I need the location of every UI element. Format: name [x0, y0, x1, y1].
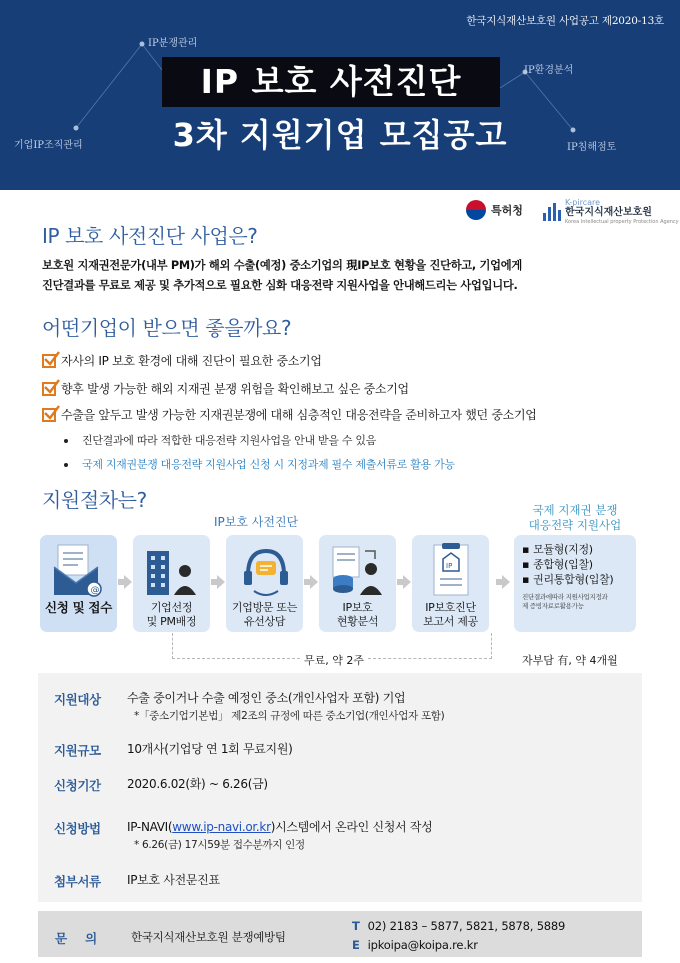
period-key: 신청기간: [54, 778, 101, 793]
header-banner: [0, 0, 680, 190]
section1-body: [42, 256, 642, 296]
envelope-icon: [40, 541, 117, 599]
scale-value: 10개사(기업당 연 1회 무료지원): [127, 742, 293, 756]
email-label: E: [352, 938, 360, 952]
bracket-line: [368, 658, 492, 659]
check-item: [42, 352, 322, 369]
step-arrow-icon: [310, 575, 318, 589]
target-note: *「중소기업기본법」 제2조의 규정에 따른 중소기업(개인사업자 포함): [134, 710, 445, 722]
target-value: 수출 중이거나 수출 예정인 중소(개인사업자 포함) 기업: [127, 691, 406, 705]
contact-email[interactable]: ipkoipa@koipa.re.kr: [367, 938, 478, 952]
intl-support-title: [510, 503, 640, 533]
bullet-item: [64, 456, 455, 472]
tel-label: T: [352, 919, 360, 933]
check-text: 향후 발생 가능한 해외 지재권 분쟁 위험을 확인해보고 싶은 중소기업: [61, 382, 409, 396]
contact-tel-row: [352, 919, 565, 933]
bracket-line: [172, 658, 300, 659]
intl-support-box: [514, 535, 636, 632]
bracket-line: [491, 633, 492, 659]
kipo-logo: [466, 200, 523, 220]
method-suffix: )시스템에서 온라인 신청서 작성: [270, 820, 433, 834]
koipa-name: 한국지식재산보호원: [565, 207, 652, 218]
node-ip-organization: 기업IP조직관리: [14, 140, 83, 151]
intl-title-line1: 국제 지재권 분쟁: [532, 503, 618, 517]
step-label: 보고서 제공: [423, 615, 478, 628]
intl-item: ▪ 권리통합형(입찰): [522, 572, 628, 587]
bars-icon: [543, 203, 561, 221]
method-key: 신청방법: [54, 821, 101, 836]
check-text: 수출을 앞두고 발생 가능한 지재권분쟁에 대해 심층적인 대응전략을 준비하고자 했던 중소기업: [61, 408, 537, 422]
intl-note-line2: 제 증빙자료로활용가능: [522, 602, 584, 610]
contact-email-row: [352, 938, 478, 952]
target-key: 지원대상: [54, 692, 101, 707]
bullet-item: [64, 432, 376, 448]
contact-org: 한국지식재산보호원 분쟁예방팀: [131, 930, 286, 944]
step-arrow-icon: [403, 575, 411, 589]
step-arrow-icon: [502, 575, 510, 589]
section1-title: IP 보호 사전진단 사업은?: [42, 224, 258, 248]
page-title-line2: 3차 지원기업 모집공고: [172, 116, 508, 154]
koipa-sub: Korea Intellectual property Protection Agency: [565, 219, 679, 225]
docs-key: 첨부서류: [54, 874, 101, 889]
check-item: [42, 406, 537, 423]
method-value: [127, 818, 432, 835]
step-label: 유선상담: [243, 615, 286, 628]
step-label: IP보호진단: [425, 601, 476, 614]
bullet-text: 국제 지재권분쟁 대응전략 지원사업 신청 시 지정과제 필수 제출서류로 활용 가능: [82, 458, 455, 471]
method-note: * 6.26(금) 17시59분 접수분까지 인정: [134, 839, 305, 851]
method-prefix: IP-NAVI(: [127, 820, 173, 834]
database-person-icon: [319, 541, 396, 599]
docs-value: IP보호 사전문진표: [127, 873, 220, 887]
step-label: 신청 및 접수: [45, 600, 112, 615]
step-consultation: [226, 535, 303, 632]
taeguk-icon: [466, 200, 486, 220]
intl-item: ▪ 모듈형(지정): [522, 542, 628, 557]
section1-body-line2: 진단결과를 무료로 제공 및 추가적으로 필요한 심화 대응전략 지원사업을 안내해드리는 사업입니다.: [42, 279, 518, 292]
self-pay-duration-label: 자부담 有, 약 4개월: [522, 654, 618, 667]
section3-title: 지원절차는?: [42, 488, 147, 512]
checkbox-icon: [42, 382, 56, 396]
step-application: [40, 535, 117, 632]
koipa-logo: [543, 198, 679, 225]
intl-title-line2: 대응전략 지원사업: [528, 518, 622, 532]
step-label: 기업선정: [150, 601, 193, 614]
step-label: IP보호: [342, 601, 373, 614]
contact-box: [38, 911, 642, 957]
checkbox-icon: [42, 408, 56, 422]
step-label: 및 PM배정: [146, 615, 197, 628]
intl-item: ▪ 종합형(입찰): [522, 557, 628, 572]
bracket-line: [172, 633, 173, 659]
step-selection: [133, 535, 210, 632]
section2-title: 어떤기업이 받으면 좋을까요?: [42, 316, 292, 340]
check-text: 자사의 IP 보호 환경에 대해 진단이 필요한 중소기업: [61, 354, 322, 368]
page-title-line1: IP 보호 사전진단: [162, 57, 500, 107]
notice-number: 한국지식재산보호원 사업공고 제2020-13호: [466, 15, 664, 27]
node-ip-environment: IP환경분석: [524, 65, 574, 76]
headset-icon: [226, 541, 303, 599]
report-icon: [412, 541, 489, 599]
step-label: 현황분석: [336, 615, 379, 628]
step-report: [412, 535, 489, 632]
svg-text:@: @: [90, 585, 100, 596]
section1-body-line1: 보호원 지재권전문가(내부 PM)가 해외 수출(예정) 중소기업의 現IP보호 현황을 진단하고, 기업에게: [42, 259, 523, 272]
step-arrow-icon: [124, 575, 132, 589]
scale-key: 지원규모: [54, 743, 101, 758]
step-analysis: [319, 535, 396, 632]
contact-key: 문의: [55, 931, 116, 946]
intl-note-line1: 진단결과에따라 지원사업지정과: [522, 593, 608, 601]
svg-text:IP: IP: [446, 562, 453, 570]
diagnosis-group-label: IP보호 사전진단: [214, 515, 299, 529]
period-value: 2020.6.02(화) ~ 6.26(금): [127, 777, 268, 791]
ip-navi-link[interactable]: www.ip-navi.or.kr: [172, 820, 271, 834]
checkbox-icon: [42, 354, 56, 368]
contact-tel: 02) 2183 – 5877, 5821, 5878, 5889: [367, 919, 566, 933]
step-arrow-icon: [217, 575, 225, 589]
check-item: [42, 380, 409, 397]
koipa-small: K-pircare: [565, 198, 601, 207]
step-label: 기업방문 또는: [231, 601, 298, 614]
free-duration-label: 무료, 약 2주: [304, 654, 364, 667]
bullet-dot-icon: [64, 439, 68, 443]
bullet-text: 진단결과에 따라 적합한 대응전략 지원사업을 안내 받을 수 있음: [82, 434, 377, 447]
node-ip-infringement: IP침해점토: [567, 142, 617, 153]
building-person-icon: [133, 541, 210, 599]
kipo-name: 특허청: [491, 204, 523, 217]
node-ip-dispute: IP분쟁관리: [148, 38, 198, 49]
bullet-dot-icon: [64, 463, 68, 467]
